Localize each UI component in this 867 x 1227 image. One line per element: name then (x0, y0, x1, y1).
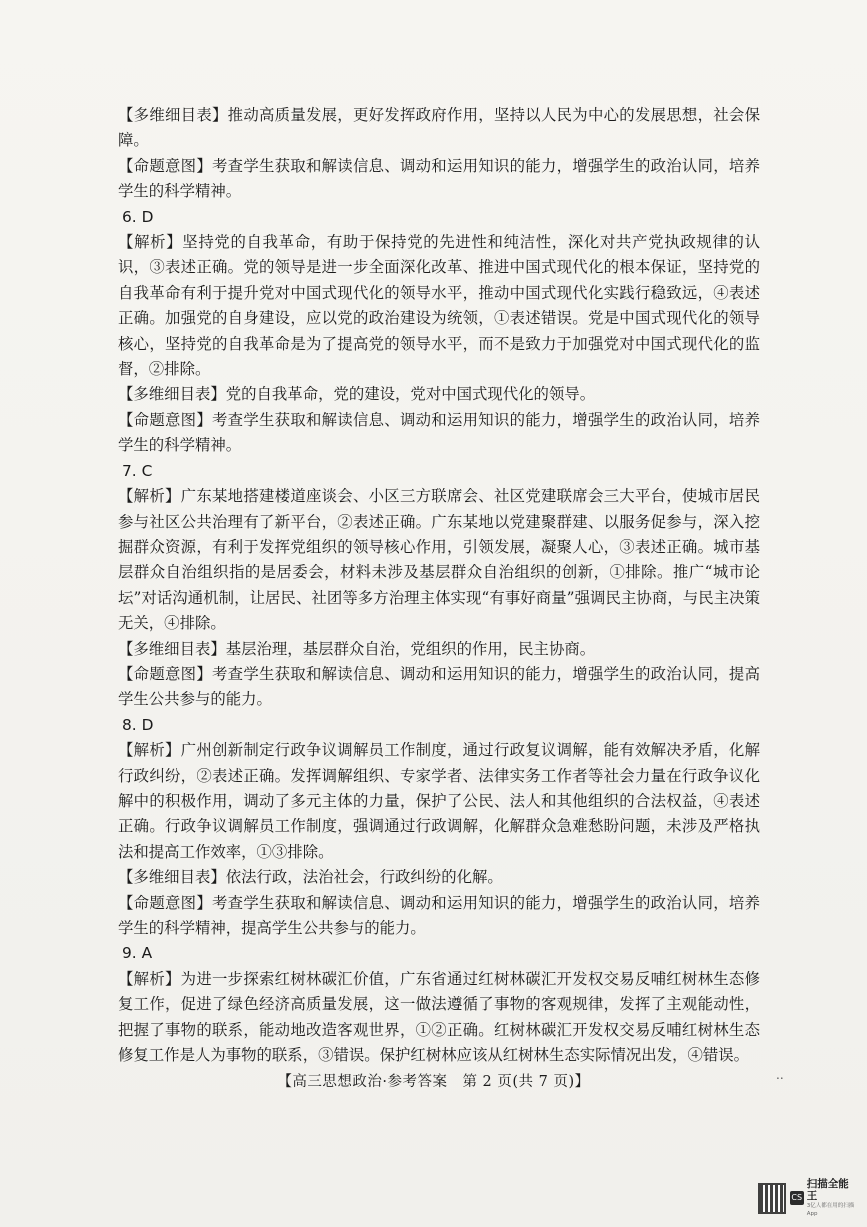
qr-code-icon (758, 1183, 786, 1214)
answer-paragraph: 【命题意图】考查学生获取和解读信息、调动和运用知识的能力，增强学生的政治认同，培养学生的科学精神。 (118, 410, 760, 455)
cs-logo-icon: CS (790, 1191, 804, 1205)
answer-paragraph: 【解析】坚持党的自我革命，有助于保持党的先进性和纯洁性，深化对共产党执政规律的认识，③表述正确。党的领导是进一步全面深化改革、推进中国式现代化的根本保证，坚持党的自我革命有利于提升党对中国式现代化的领导水平，推动中国式现代化实践行稳致远，④表述正确。加强党的自身建设，应以党的政治建设为统领，①表述错误。党是中国式现代化的领导核心，坚持党的自我革命是为了提高党的领导水平，而不是致力于加强党对中国式现代化的监督，②排除。 (118, 233, 760, 379)
watermark-text (807, 1178, 858, 1218)
scanner-watermark (758, 1180, 858, 1216)
answer-paragraph: 【命题意图】考查学生获取和解读信息、调动和运用知识的能力，增强学生的政治认同，提高学生公共参与的能力。 (118, 664, 760, 709)
question-number: 6. D (122, 207, 154, 226)
question-number: 8. D (122, 715, 154, 734)
answer-paragraph: 【解析】广州创新制定行政争议调解员工作制度，通过行政复议调解，能有效解决矛盾，化解行政纠纷，②表述正确。发挥调解组织、专家学者、法律实务工作者等社会力量在行政争议化解中的积极作用，调动了多元主体的力量，保护了公民、法人和其他组织的合法权益，④表述正确。行政争议调解员工作制度，强调通过行政调解，化解群众急难愁盼问题，未涉及严格执法和提高工作效率，①③排除。 (118, 741, 760, 861)
answer-paragraph: 【解析】为进一步探索红树林碳汇价值，广东省通过红树林碳汇开发权交易反哺红树林生态修复工作，促进了绿色经济高质量发展，这一做法遵循了事物的客观规律，发挥了主观能动性，把握了事物的联系，能动地改造客观世界，①②正确。红树林碳汇开发权交易反哺红树林生态修复工作是人为事物的联系，③错误。保护红树林应该从红树林生态实际情况出发，④错误。 (118, 969, 760, 1065)
answer-paragraph: 【解析】广东某地搭建楼道座谈会、小区三方联席会、社区党建联席会三大平台，使城市居民参与社区公共治理有了新平台，②表述正确。广东某地以党建聚群建、以服务促参与，深入挖掘群众资源，有利于发挥党组织的领导核心作用，引领发展，凝聚人心，③表述正确。城市基层群众自治组织指的是居委会，材料未涉及基层群众自治组织的创新，①排除。推广“城市论坛”对话沟通机制，让居民、社团等多方治理主体实现“有事好商量”强调民主协商，与民主决策无关，④排除。 (118, 487, 760, 633)
page-footer: 【高三思想政治·参考答案 第 2 页(共 7 页)】 (277, 1074, 590, 1090)
answer-paragraph: 【多维细目表】推动高质量发展，更好发挥政府作用，坚持以人民为中心的发展思想，社会保障。 (118, 106, 760, 150)
scan-dots: .. (776, 1068, 784, 1082)
answer-paragraph: 【多维细目表】依法行政，法治社会，行政纠纷的化解。 (118, 868, 503, 887)
question-number: 7. C (122, 461, 153, 480)
answer-paragraph: 【命题意图】考查学生获取和解读信息、调动和运用知识的能力，增强学生的政治认同，培养学生的科学精神。 (118, 156, 760, 201)
watermark-name: 扫描全能王 (806, 1178, 849, 1202)
answer-body (118, 103, 760, 1068)
answer-paragraph: 【多维细目表】党的自我革命，党的建设，党对中国式现代化的领导。 (118, 385, 596, 404)
answer-paragraph: 【多维细目表】基层治理，基层群众自治，党组织的作用，民主协商。 (118, 639, 596, 658)
watermark-subtitle: 3亿人都在用的扫描App (806, 1203, 855, 1217)
question-number: 9. A (122, 944, 153, 963)
answer-paragraph: 【命题意图】考查学生获取和解读信息、调动和运用知识的能力，增强学生的政治认同，培养学生的科学精神，提高学生公共参与的能力。 (118, 893, 760, 937)
